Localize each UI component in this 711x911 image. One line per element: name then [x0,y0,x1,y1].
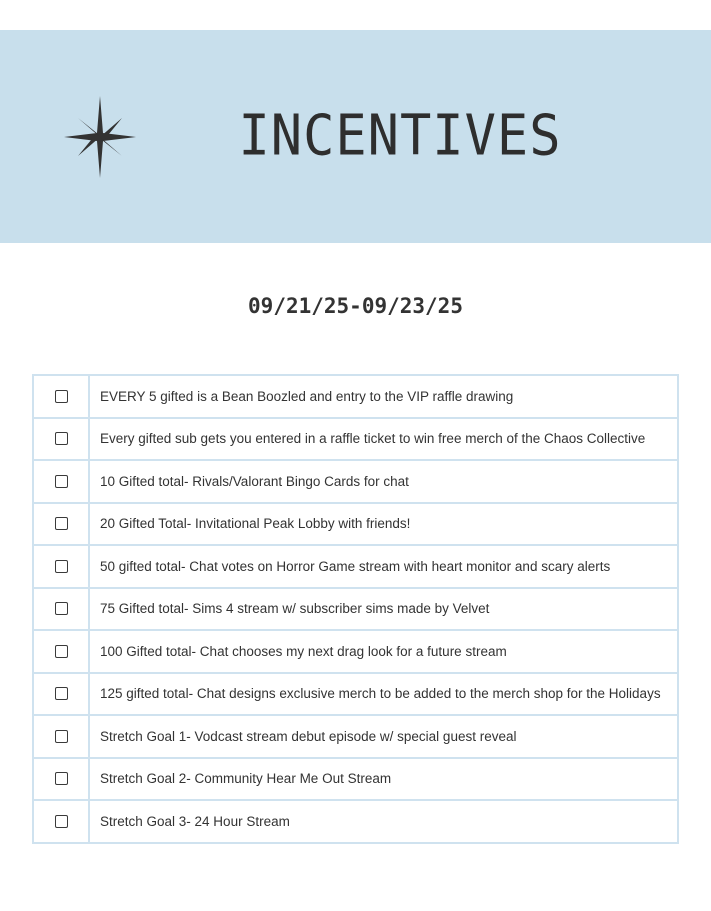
checklist-item-label: 10 Gifted total- Rivals/Valorant Bingo Cards for chat [89,460,678,503]
checkbox[interactable] [55,432,68,445]
checklist-row [33,588,678,631]
checkbox-cell [33,800,89,843]
checklist-item-label: Stretch Goal 2- Community Hear Me Out Stream [89,758,678,801]
checkbox-cell [33,630,89,673]
checklist-item-label: 100 Gifted total- Chat chooses my next drag look for a future stream [89,630,678,673]
checkbox-cell [33,545,89,588]
page-title: INCENTIVES [238,103,562,169]
checkbox[interactable] [55,390,68,403]
checkbox-cell [33,503,89,546]
checkbox[interactable] [55,602,68,615]
checklist-row [33,673,678,716]
checkbox-cell [33,375,89,418]
checklist-row [33,545,678,588]
checkbox[interactable] [55,730,68,743]
checkbox[interactable] [55,687,68,700]
checkbox[interactable] [55,772,68,785]
checkbox-cell [33,418,89,461]
checklist-item-label: 50 gifted total- Chat votes on Horror Game stream with heart monitor and scary alerts [89,545,678,588]
checkbox-cell [33,588,89,631]
checklist-item-label: Stretch Goal 3- 24 Hour Stream [89,800,678,843]
date-range: 09/21/25-09/23/25 [248,294,463,318]
checklist-row [33,460,678,503]
checklist-row [33,503,678,546]
checklist-item-label: EVERY 5 gifted is a Bean Boozled and entry to the VIP raffle drawing [89,375,678,418]
checklist-item-label: 125 gifted total- Chat designs exclusive merch to be added to the merch shop for the Holidays [89,673,678,716]
checkbox-cell [33,673,89,716]
checklist-item-label: 20 Gifted Total- Invitational Peak Lobby with friends! [89,503,678,546]
checkbox[interactable] [55,560,68,573]
checklist-item-label: Stretch Goal 1- Vodcast stream debut episode w/ special guest reveal [89,715,678,758]
checkbox[interactable] [55,517,68,530]
checklist-row [33,800,678,843]
checklist-row [33,375,678,418]
checklist-item-label: Every gifted sub gets you entered in a raffle ticket to win free merch of the Chaos Collective [89,418,678,461]
checklist-row [33,758,678,801]
checklist-row [33,418,678,461]
checkbox-cell [33,715,89,758]
incentives-checklist [32,374,679,844]
checklist-item-label: 75 Gifted total- Sims 4 stream w/ subscriber sims made by Velvet [89,588,678,631]
checklist-row [33,630,678,673]
checkbox-cell [33,758,89,801]
sparkle-star-icon [64,96,136,178]
checkbox[interactable] [55,645,68,658]
checkbox-cell [33,460,89,503]
checklist-row [33,715,678,758]
checkbox[interactable] [55,815,68,828]
checkbox[interactable] [55,475,68,488]
